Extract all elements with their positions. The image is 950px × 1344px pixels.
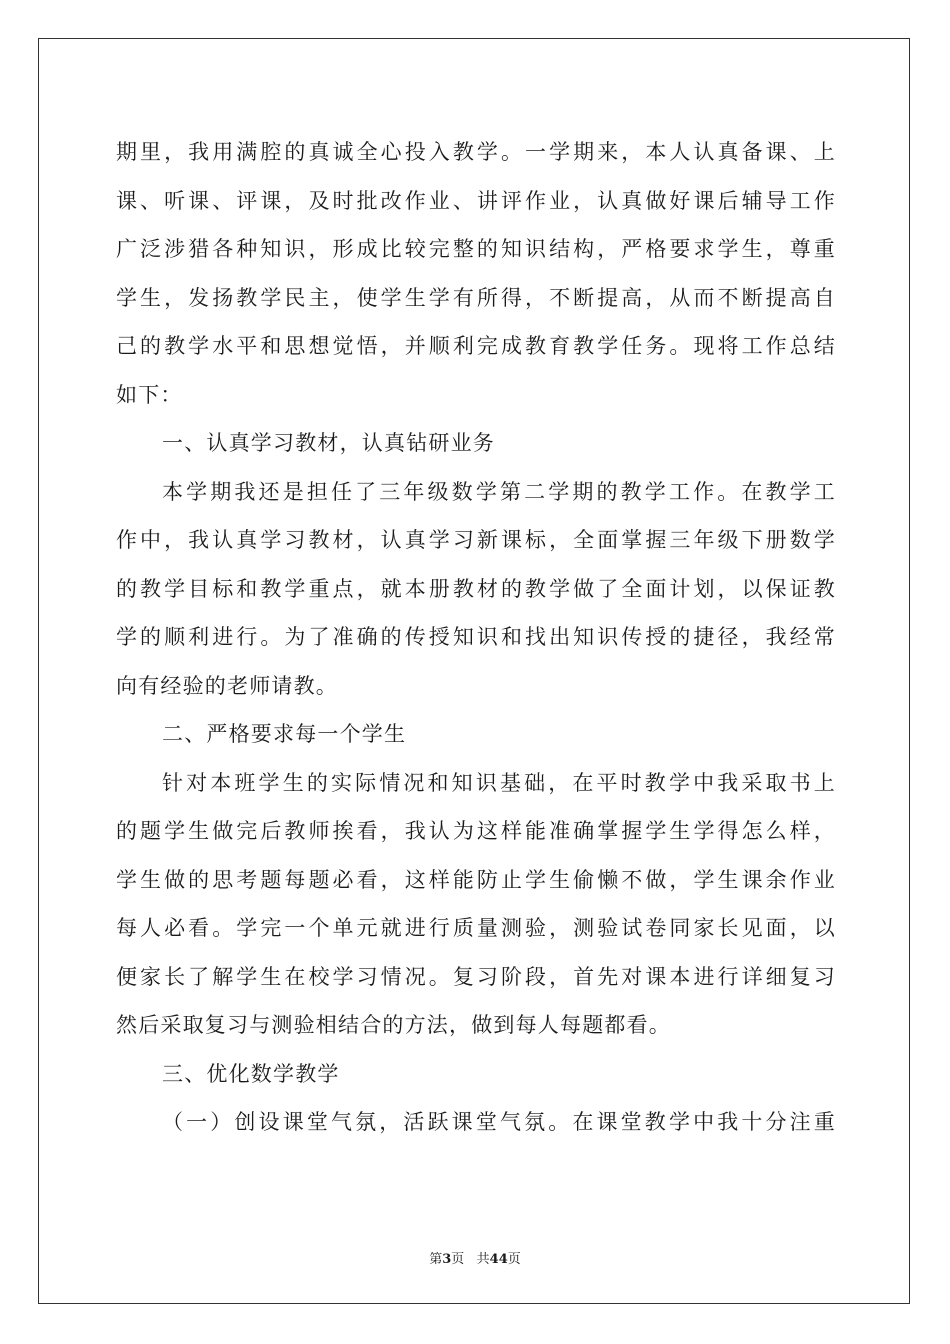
text-line: 三、优化数学教学 [162,1061,340,1086]
current-page-number: 3 [442,1252,452,1267]
text-line: 的教学目标和教学重点，就本册教材的教学做了全面计划，以保证教 [116,576,836,601]
text-line: 学生，发扬教学民主，使学生学有所得，不断提高，从而不断提高自 [116,285,836,310]
text-line: 向有经验的老师请教。 [116,673,338,698]
footer-prefix: 第 [429,1252,443,1267]
text-line: 课、听课、评课，及时批改作业、讲评作业，认真做好课后辅导工作 [116,188,836,213]
text-line: 本学期我还是担任了三年级数学第二学期的教学工作。在教学工 [162,479,836,504]
text-line: 便家长了解学生在校学习情况。复习阶段，首先对课本进行详细复习 [116,964,836,989]
text-line: 针对本班学生的实际情况和知识基础，在平时教学中我采取书上 [162,770,836,795]
page-footer [0,1248,950,1267]
document-body [116,128,836,1147]
text-line: 一、认真学习教材，认真钻研业务 [162,431,495,455]
total-page-number: 44 [489,1252,508,1267]
text-line: 二、严格要求每一个学生 [162,722,407,746]
text-line: 的题学生做完后教师挨看，我认为这样能准确掌握学生学得怎么样， [116,819,836,843]
text-line: （一）创设课堂气氛，活跃课堂气氛。在课堂教学中我十分注重 [162,1110,836,1134]
text-line: 己的教学水平和思想觉悟，并顺利完成教育教学任务。现将工作总结 [116,334,836,358]
footer-suffix: 页 [507,1252,521,1267]
text-line: 作中，我认真学习教材，认真学习新课标，全面掌握三年级下册数学 [116,528,836,552]
text-line: 然后采取复习与测验相结合的方法，做到每人每题都看。 [116,1013,671,1037]
text-line: 学生做的思考题每题必看，这样能防止学生偷懒不做，学生课余作业 [116,867,836,892]
text-line: 每人必看。学完一个单元就进行质量测验，测验试卷同家长见面，以 [116,916,836,940]
text-line: 学的顺利进行。为了准确的传授知识和找出知识传授的捷径，我经常 [116,625,836,649]
text-line: 如下： [116,382,183,407]
footer-middle: 页 共 [451,1252,490,1267]
text-line: 广泛涉猎各种知识，形成比较完整的知识结构，严格要求学生，尊重 [116,237,836,261]
text-line: 期里，我用满腔的真诚全心投入教学。一学期来，本人认真备课、上 [116,140,836,164]
